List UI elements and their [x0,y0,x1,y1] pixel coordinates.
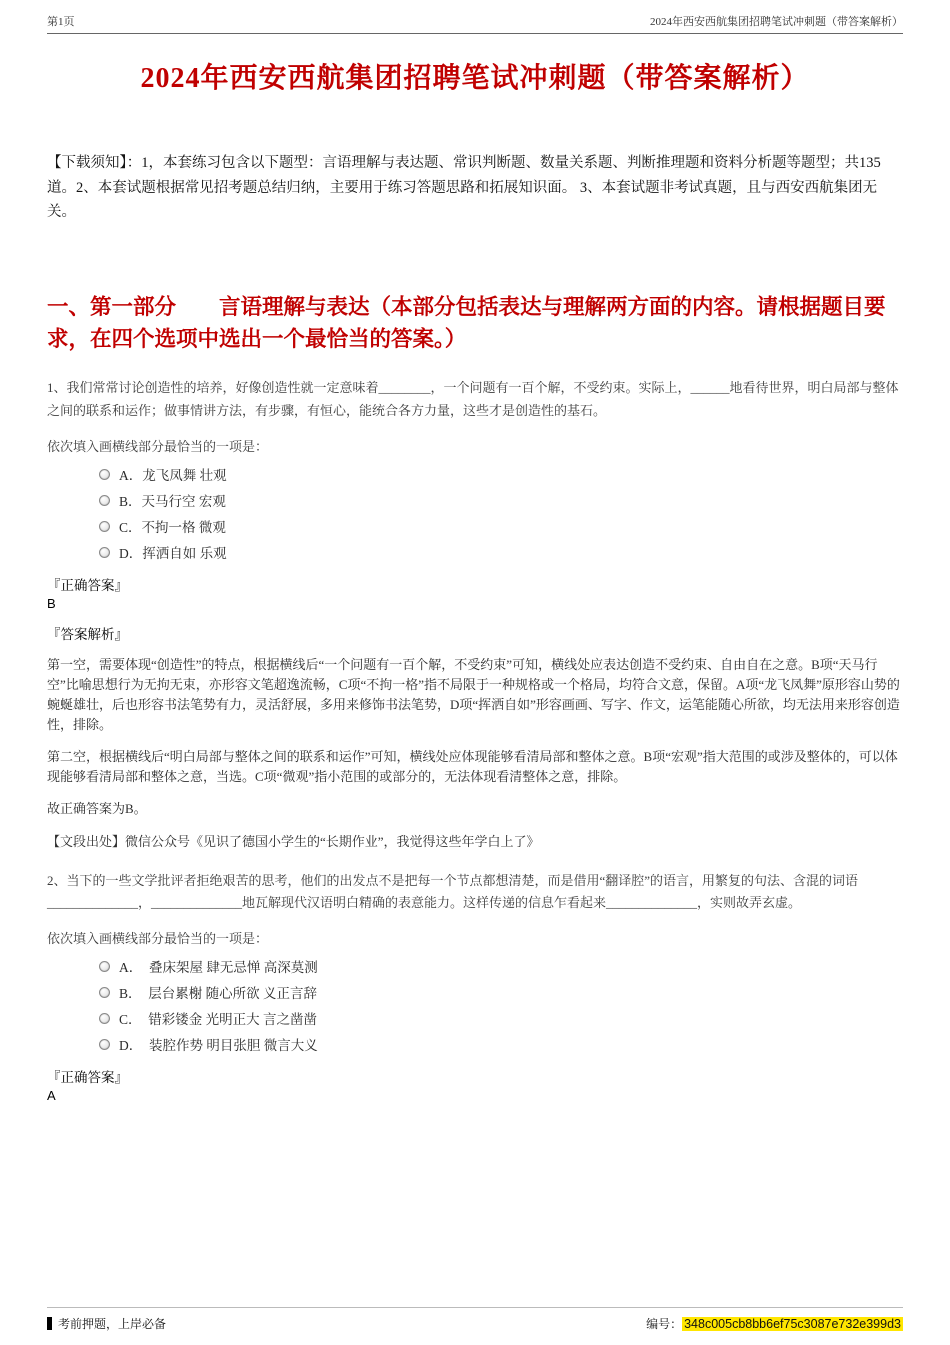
doc-number-value: 348c005cb8bb6ef75c3087e732e399d3 [684,1317,901,1331]
question-2 [47,870,903,1103]
analysis-conclusion: 故正确答案为B。 [47,801,147,817]
question-1 [47,377,903,851]
footer-left [47,1315,166,1332]
page-footer [47,1307,903,1332]
option-label: A． 叠床架屋 肆无忌惮 高深莫测 [119,960,318,976]
correct-answer-value: A [47,1087,56,1103]
page-header [47,0,903,34]
radio-button-icon[interactable] [99,987,110,998]
option-label: B．天马行空 宏观 [119,494,226,510]
option-label: D． 装腔作势 明目张胆 微言大义 [119,1038,318,1054]
correct-answer-label: 『正确答案』 [47,1069,128,1085]
options-group [99,465,903,562]
radio-button-icon[interactable] [99,547,110,558]
header-doc-title: 2024年西安西航集团招聘笔试冲刺题（带答案解析） [650,16,903,28]
analysis-paragraph-1: 第一空，需要体现“创造性”的特点，根据横线后“一个问题有一百个解，不受约束”可知，横线处应表达创造不受约束、自由自在之意。B项“天马行空”比喻思想行为无拘无束，亦形容文笔超逸流畅，C项“不拘一格”指不局限于一种规格或一个格局，均符合文意，保留。A项“龙飞凤舞”原形容山势的蜿蜒雄壮，后也形容书法笔势有力，灵活舒展，多用来修饰书法笔势，D项“挥洒自如”形容画画、写字、作文，运笔能随心所欲，均无法用来形容创造性，排除。 [47,656,900,733]
footer-right [646,1315,903,1332]
source-line: 【文段出处】微信公众号《见识了德国小学生的“长期作业”，我觉得这些年学白上了》 [47,833,540,849]
option-label: C．不拘一格 微观 [119,520,226,536]
fill-prompt: 依次填入画横线部分最恰当的一项是： [47,438,269,454]
document-title: 2024年西安西航集团招聘笔试冲刺题（带答案解析） [140,63,810,94]
option-row-c[interactable] [99,1009,903,1028]
correct-answer-label: 『正确答案』 [47,577,128,593]
option-row-b[interactable] [99,491,903,510]
radio-button-icon[interactable] [99,961,110,972]
option-label: B． 层台累榭 随心所欲 义正言辞 [119,986,318,1002]
footer-slogan: 考前押题，上岸必备 [58,1317,167,1331]
option-row-c[interactable] [99,517,903,536]
option-label: A．龙飞凤舞 壮观 [119,468,227,484]
fill-prompt: 依次填入画横线部分最恰当的一项是： [47,930,269,946]
option-label: C． 错彩镂金 光明正大 言之凿凿 [119,1012,318,1028]
radio-button-icon[interactable] [99,469,110,480]
radio-button-icon[interactable] [99,1013,110,1024]
footer-mark-icon [47,1317,52,1330]
question-stem: 1、我们常常讨论创造性的培养，好像创造性就一定意味着________，一个问题有一百个解，不受约束。实际上，______地看待世界，明白局部与整体之间的联系和运作；做事情讲方法，有步骤，有恒心，能统合各方力量，这些才是创造性的基石。 [47,380,899,418]
option-row-d[interactable] [99,543,903,562]
doc-number-label: 编号： [646,1317,683,1331]
option-row-b[interactable] [99,983,903,1002]
option-row-d[interactable] [99,1035,903,1054]
question-stem: 2、当下的一些文学批评者拒绝艰苦的思考，他们的出发点不是把每一个节点都想清楚，而是借用“翻译腔”的语言，用繁复的句法、含混的词语______________，______________地瓦解现代汉语明白精确的表意能力。这样传递的信息乍看起来______________，实则故弄玄虚。 [47,872,859,910]
option-row-a[interactable] [99,957,903,976]
download-notice: 【下载须知】：1，本套练习包含以下题型：言语理解与表达题、常识判断题、数量关系题、判断推理题和资料分析题等题型；共135道。2、本套试题根据常见招考题总结归纳，主要用于练习答题思路和拓展知识面。 3、本套试题非考试真题，且与西安西航集团无关。 [47,155,881,221]
analysis-paragraph-2: 第二空，根据横线后“明白局部与整体之间的联系和运作”可知，横线处应体现能够看清局部和整体之意。B项“宏观”指大范围的或涉及整体的，可以体现能够看清局部和整体之意，当选。C项“微观”指小范围的或部分的，无法体现看清整体之意，排除。 [47,749,898,785]
correct-answer-value: B [47,595,56,611]
options-group [99,957,903,1054]
option-row-a[interactable] [99,465,903,484]
radio-button-icon[interactable] [99,495,110,506]
radio-button-icon[interactable] [99,1039,110,1050]
page-number: 第1页 [47,16,75,28]
radio-button-icon[interactable] [99,521,110,532]
option-label: D．挥洒自如 乐观 [119,546,227,562]
section-heading: 一、第一部分 言语理解与表达（本部分包括表达与理解两方面的内容。请根据题目要求，在四个选项中选出一个最恰当的答案。） [47,294,886,352]
analysis-label: 『答案解析』 [47,626,128,642]
